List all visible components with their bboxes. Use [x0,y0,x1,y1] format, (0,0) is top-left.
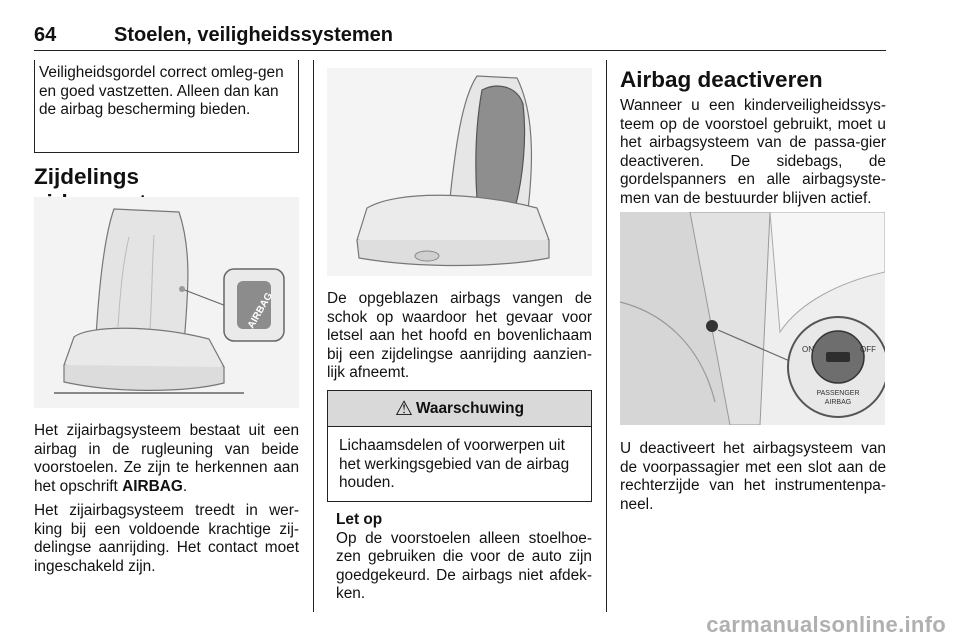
note-text: Op de voorstoelen alleen stoelhoe-zen gebruiken die voor de auto zijn goedgekeurd. De airbags niet afdek-ken. [336,529,592,603]
airbag-switch-illustration [620,212,885,425]
note-box [34,60,299,153]
side-airbag-heading: Zijdelings [34,164,140,189]
switch-caption-1: PASSENGER [816,390,860,397]
deactivate-airbag-heading: Airbag deactiveren [620,67,823,92]
page-header [34,24,886,51]
warning-text: Lichaamsdelen of voorwerpen uit het werkingsgebied van de airbag houden. [339,437,570,492]
side-airbag-para-1: Het zijairbagsysteem bestaat uit een airbag in de rugleuning van beide voorstoelen. Ze zijn te herkennen aan het opschrift AIRBAG. [34,422,299,495]
column-divider-1 [313,60,314,612]
switch-caption-2: AIRBAG [824,399,852,406]
note-box-text: Veiligheidsgordel correct omleg-gen en goed vastzetten. Alleen dan kan de airbag bescherming bieden. [39,64,284,119]
deactivate-para-1: Wanneer u een kinderveiligheidssys-teem op de voorstoel gebruikt, moet u het airbagsysteem van de passa-gier deactiveren. De sidebags, de gordelspanners en alle airbagsyste-men van de bestuurder blijven actief. [620,97,886,207]
chapter-title: Stoelen, veiligheidssystemen [114,24,393,46]
column-divider-2 [606,60,607,612]
warning-triangle-icon: ⚠ [395,398,413,420]
watermark: carmanualsonline.info [706,612,946,637]
seat-inflated-airbag-illustration [327,68,592,276]
switch-on-label: ON [802,345,814,354]
airbag-label: AIRBAG [245,290,276,331]
note-section [336,511,592,604]
deactivate-para-2: U deactiveert het airbagsysteem van de voorpassagier met een slot aan de rechterzijde van het instrumentenpa-neel. [620,440,886,513]
seat-airbag-illustration [34,197,299,408]
switch-off-label: OFF [860,345,876,354]
note-title: Let op [336,511,383,528]
airbag-inscription: AIRBAG [122,477,183,495]
page-number: 64 [34,24,57,46]
side-airbag-para-2: Het zijairbagsysteem treedt in wer-king bij een voldoende krachtige zij-delingse aanrijding. Het contact moet ingeschakeld zijn. [34,502,299,575]
inflated-airbag-para: De opgeblazen airbags vangen de schok op waardoor het gevaar voor letsel aan het hoofd en bovenlichaam bij een zijdelingse aanrijding aanzien-lijk afneemt. [327,290,592,382]
warning-title: Waarschuwing [415,400,524,417]
warning-header [328,391,591,427]
warning-box [327,390,592,502]
